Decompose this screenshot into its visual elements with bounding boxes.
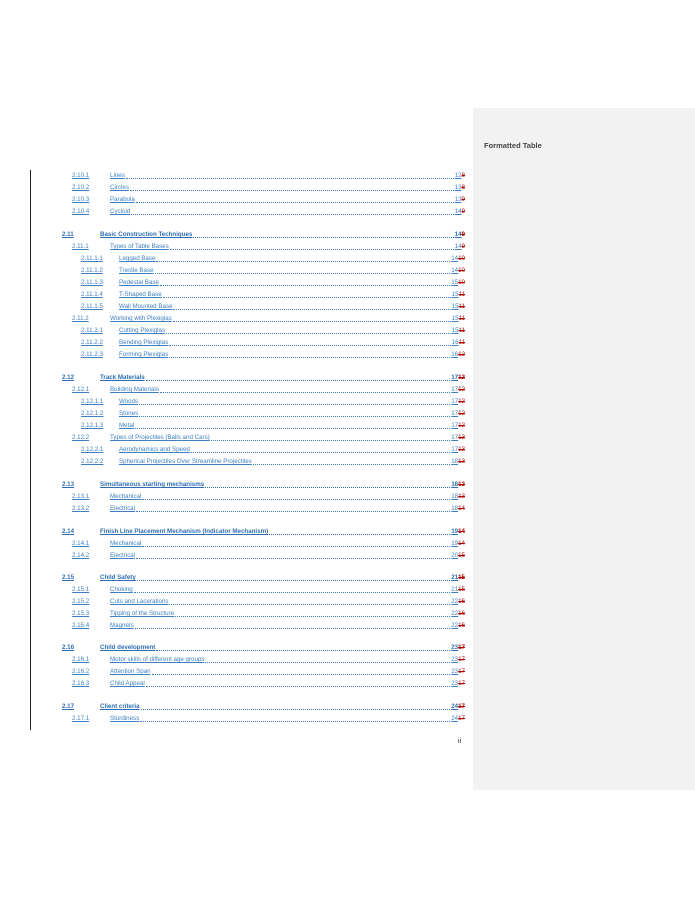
toc-leader-dots — [155, 268, 451, 274]
toc-page-deleted: 12 — [458, 351, 465, 358]
toc-page-inserted: 15 — [451, 291, 459, 298]
toc-entry-title: T-Shaped Base — [119, 291, 162, 298]
toc-entry-title: Tipping of the Structure — [110, 610, 175, 617]
toc-entry-number: 2.11.2 — [72, 315, 89, 322]
toc-entry-page — [451, 434, 465, 442]
toc-page-deleted: 15 — [458, 552, 465, 559]
toc-entry[interactable] — [62, 479, 465, 489]
toc-entry-number: 2.14 — [62, 528, 75, 535]
toc-entry-page — [451, 481, 465, 489]
toc-entry-page — [451, 644, 465, 652]
toc-leader-dots — [135, 623, 450, 629]
toc-entry-page — [451, 255, 465, 263]
toc-entry-title: Sturdiness — [110, 715, 140, 722]
toc-entry[interactable] — [81, 325, 465, 335]
toc-page-inserted: 24 — [451, 715, 459, 722]
toc-page-deleted: 17 — [458, 703, 465, 710]
toc-entry-number: 2.14.1 — [72, 540, 90, 547]
toc-entry-title: Working with Plexiglas — [110, 315, 172, 322]
toc-page-inserted: 13 — [454, 196, 462, 203]
toc-leader-dots — [163, 292, 451, 298]
toc-entry[interactable] — [72, 666, 465, 676]
toc-page-deleted: 16 — [458, 598, 465, 605]
toc-page-inserted: 17 — [451, 386, 459, 393]
toc-entry-page — [451, 446, 465, 454]
toc-page-inserted: 23 — [451, 680, 459, 687]
toc-page-inserted: 15 — [451, 279, 459, 286]
toc-entry[interactable] — [81, 289, 465, 299]
toc-entry-title: Woods — [119, 398, 139, 405]
toc-entry-title: Motor skills of different age groups — [110, 656, 205, 663]
toc-entry-page — [451, 622, 465, 630]
toc-entry-title: Spherical Projectiles Over Streamline Projectiles — [119, 458, 252, 465]
toc-page-deleted: 15 — [458, 586, 465, 593]
toc-page-inserted: 18 — [451, 493, 459, 500]
toc-leader-dots — [175, 611, 450, 617]
toc-entry[interactable] — [72, 620, 465, 630]
toc-leader-dots — [139, 399, 450, 405]
toc-page-inserted: 14 — [454, 231, 462, 238]
toc-entry-number: 2.14.2 — [72, 552, 90, 559]
toc-page-inserted: 17 — [451, 434, 459, 441]
toc-page-inserted: 19 — [451, 540, 459, 547]
toc-page-deleted: 17 — [458, 668, 465, 675]
toc-entry-page — [451, 410, 465, 418]
toc-leader-dots — [134, 587, 451, 593]
toc-entry-title: Attention Span — [110, 668, 151, 675]
comment-header: Formatted Table — [484, 141, 542, 150]
toc-entry[interactable] — [81, 349, 465, 359]
toc-entry-page — [451, 422, 465, 430]
toc-page-inserted: 22 — [451, 622, 459, 629]
toc-entry-number: 2.16.1 — [72, 656, 90, 663]
toc-entry[interactable] — [72, 170, 465, 180]
toc-entry-page — [451, 493, 465, 501]
toc-page-deleted: 12 — [458, 386, 465, 393]
toc-page-inserted: 18 — [451, 505, 459, 512]
toc-page-inserted: 24 — [451, 703, 459, 710]
toc-entry-title: Parabola — [110, 196, 135, 203]
toc-page-inserted: 23 — [451, 656, 459, 663]
toc-entry[interactable] — [72, 241, 465, 251]
toc-entry-page — [451, 703, 465, 711]
toc-entry-title: Metal — [119, 422, 135, 429]
toc-entry[interactable] — [72, 678, 465, 688]
toc-entry[interactable] — [72, 384, 465, 394]
toc-page-deleted: 17 — [458, 715, 465, 722]
toc-page-inserted: 20 — [451, 552, 459, 559]
toc-entry-number: 2.17 — [62, 703, 75, 710]
toc-page-inserted: 17 — [451, 446, 459, 453]
toc-leader-dots — [146, 681, 450, 687]
toc-page-deleted: 15 — [458, 574, 465, 581]
toc-entry[interactable] — [81, 420, 465, 430]
toc-page-inserted: 14 — [451, 255, 459, 262]
toc-leader-dots — [253, 459, 450, 465]
toc-entry-title: Client criteria — [100, 703, 140, 710]
toc-leader-dots — [169, 340, 450, 346]
toc-entry[interactable] — [62, 572, 465, 582]
toc-leader-dots — [160, 387, 450, 393]
toc-page-inserted: 17 — [451, 422, 459, 429]
toc-entry-page — [451, 505, 465, 513]
toc-entry-page — [451, 598, 465, 606]
toc-entry-number: 2.10.3 — [72, 196, 90, 203]
toc-entry-title: Forming Plexiglas — [119, 351, 169, 358]
toc-page-deleted: 10 — [458, 255, 465, 262]
toc-leader-dots — [169, 352, 450, 358]
toc-page-inserted: 22 — [451, 610, 459, 617]
toc-page-deleted: 14 — [458, 528, 465, 535]
toc-entry[interactable] — [72, 654, 465, 664]
toc-entry-number: 2.11.1.5 — [81, 303, 103, 310]
toc-entry-page — [451, 552, 465, 560]
toc-entry[interactable] — [72, 596, 465, 606]
toc-page-inserted: 16 — [451, 351, 459, 358]
toc-page-inserted: 14 — [454, 243, 462, 250]
toc-page-inserted: 17 — [451, 398, 459, 405]
toc-entry-number: 2.16.3 — [72, 680, 90, 687]
toc-page-deleted: 13 — [458, 446, 465, 453]
toc-page-deleted: 17 — [458, 644, 465, 651]
toc-entry-page — [451, 715, 465, 723]
toc-entry-number: 2.13.2 — [72, 505, 90, 512]
toc-entry[interactable] — [62, 642, 465, 652]
toc-entry-number: 2.16 — [62, 644, 75, 651]
toc-entry[interactable] — [81, 265, 465, 275]
toc-entry-number: 2.10.2 — [72, 184, 90, 191]
toc-page-deleted: 11 — [458, 315, 465, 322]
toc-leader-dots — [169, 599, 450, 605]
toc-entry-number: 2.16.2 — [72, 668, 90, 675]
toc-entry-number: 2.15.1 — [72, 586, 90, 593]
toc-page-deleted: 11 — [458, 327, 465, 334]
toc-entry-title: Magnets — [110, 622, 134, 629]
toc-leader-dots — [136, 553, 450, 559]
toc-entry-number: 2.11.2.3 — [81, 351, 103, 358]
toc-entry[interactable] — [72, 491, 465, 501]
toc-entry-page — [455, 208, 465, 216]
toc-entry-title: Stones — [119, 410, 139, 417]
toc-leader-dots — [160, 280, 450, 286]
toc-page-deleted: 13 — [458, 481, 465, 488]
toc-leader-dots — [142, 494, 450, 500]
toc-entry[interactable] — [81, 456, 465, 466]
toc-leader-dots — [141, 704, 451, 710]
toc-entry-number: 2.12 — [62, 374, 75, 381]
toc-entry-title: Circles — [110, 184, 129, 191]
page-number: ii — [458, 738, 462, 745]
toc-entry-title: Simultaneous starting mechanisms — [100, 481, 205, 488]
toc-page-inserted: 17 — [451, 410, 459, 417]
toc-leader-dots — [166, 328, 451, 334]
toc-entry-page — [451, 528, 465, 536]
toc-page-deleted: 17 — [458, 680, 465, 687]
toc-page-inserted: 15 — [451, 327, 459, 334]
toc-entry[interactable] — [81, 408, 465, 418]
toc-entry-title: Finish Line Placement Mechanism (Indicator Mechanism) — [100, 528, 269, 535]
toc-entry[interactable] — [72, 538, 465, 548]
toc-entry[interactable] — [72, 194, 465, 204]
toc-entry-page — [451, 540, 465, 548]
toc-entry-number: 2.15.2 — [72, 598, 90, 605]
toc-entry[interactable] — [72, 182, 465, 192]
toc-entry-title: Pedestal Base — [119, 279, 159, 286]
toc-page-deleted: 12 — [458, 398, 465, 405]
toc-entry[interactable] — [81, 277, 465, 287]
toc-page-inserted: 23 — [451, 644, 459, 651]
toc-entry-page — [455, 243, 465, 251]
toc-entry-title: Cuts and Lacerations — [110, 598, 169, 605]
toc-entry-number: 2.13 — [62, 481, 75, 488]
toc-entry-number: 2.11.1.4 — [81, 291, 103, 298]
toc-page-deleted: 12 — [458, 422, 465, 429]
toc-page-deleted: 14 — [458, 540, 465, 547]
toc-entry-page — [451, 610, 465, 618]
toc-entry-page — [451, 458, 465, 466]
toc-entry-title: Choking — [110, 586, 133, 593]
toc-entry-title: Basic Construction Techniques — [100, 231, 193, 238]
toc-leader-dots — [135, 423, 450, 429]
toc-entry-number: 2.11 — [62, 231, 74, 238]
toc-entry-number: 2.12.1 — [72, 386, 90, 393]
toc-page-deleted: 9 — [461, 243, 465, 250]
toc-entry-page — [451, 586, 465, 594]
toc-page-inserted: 18 — [451, 458, 459, 465]
toc-page-deleted: 12 — [458, 410, 465, 417]
toc-leader-dots — [205, 657, 450, 663]
toc-entry-number: 2.12.1.1 — [81, 398, 104, 405]
toc-entry-title: Types of Table Bases — [110, 243, 169, 250]
toc-entry-number: 2.10.1 — [72, 172, 90, 179]
toc-page-deleted: 9 — [461, 208, 465, 215]
toc-entry-page — [452, 303, 465, 311]
toc-entry-title: Lines — [110, 172, 125, 179]
toc-leader-dots — [193, 232, 453, 238]
toc-page-deleted: 16 — [458, 610, 465, 617]
toc-page-deleted: 11 — [458, 303, 465, 310]
toc-entry-title: Child development — [100, 644, 156, 651]
toc-page-deleted: 12 — [458, 374, 465, 381]
toc-entry[interactable] — [72, 550, 465, 560]
toc-entry-number: 2.13.1 — [72, 493, 90, 500]
toc-page-inserted: 21 — [451, 586, 459, 593]
toc-entry-page — [451, 374, 465, 382]
toc-page-deleted: 9 — [461, 231, 465, 238]
toc-entry-number: 2.15 — [62, 574, 75, 581]
toc-page-deleted: 16 — [458, 622, 465, 629]
toc-leader-dots — [139, 411, 450, 417]
toc-entry-title: Bending Plexiglas — [119, 339, 169, 346]
toc-entry[interactable] — [81, 301, 465, 311]
toc-entry-number: 2.10.4 — [72, 208, 90, 215]
toc-leader-dots — [156, 645, 450, 651]
toc-leader-dots — [269, 529, 450, 535]
toc-leader-dots — [173, 316, 451, 322]
toc-page-inserted: 18 — [451, 481, 459, 488]
toc-entry-page — [451, 351, 465, 359]
toc-page-deleted: 14 — [458, 505, 465, 512]
toc-page-deleted: 8 — [461, 172, 465, 179]
toc-leader-dots — [170, 244, 454, 250]
toc-entry-page — [451, 656, 465, 664]
toc-entry-page — [451, 398, 465, 406]
comment-pane — [473, 108, 695, 790]
toc-page-inserted: 22 — [451, 598, 459, 605]
toc-leader-dots — [126, 173, 454, 179]
toc-entry-number: 2.15.4 — [72, 622, 90, 629]
toc-entry-title: Building Materials — [110, 386, 159, 393]
toc-entry-number: 2.11.1.2 — [81, 267, 103, 274]
toc-entry-title: Track Materials — [100, 374, 145, 381]
toc-leader-dots — [211, 435, 450, 441]
toc-entry-number: 2.11.2.2 — [81, 339, 103, 346]
toc-leader-dots — [205, 482, 450, 488]
toc-entry-number: 2.15.3 — [72, 610, 90, 617]
toc-entry-page — [451, 267, 465, 275]
toc-leader-dots — [142, 541, 450, 547]
toc-entry-page — [451, 279, 465, 287]
toc-entry-number: 2.12.2.1 — [81, 446, 104, 453]
toc-page-inserted: 13 — [454, 184, 462, 191]
toc-entry[interactable] — [81, 396, 465, 406]
toc-entry-title: Cutting Plexiglas — [119, 327, 166, 334]
toc-entry-number: 2.12.2.2 — [81, 458, 104, 465]
toc-entry[interactable] — [72, 503, 465, 513]
toc-page-inserted: 19 — [451, 528, 459, 535]
toc-page-inserted: 14 — [451, 267, 459, 274]
toc-entry-page — [452, 315, 465, 323]
toc-entry[interactable] — [62, 701, 465, 711]
toc-page-deleted: 13 — [458, 493, 465, 500]
toc-page-deleted: 11 — [458, 291, 465, 298]
toc-entry-page — [452, 327, 465, 335]
toc-entry-title: Types of Projectiles (Balls and Cars) — [110, 434, 210, 441]
toc-entry-page — [451, 668, 465, 676]
toc-page-deleted: 17 — [458, 656, 465, 663]
toc-entry[interactable] — [72, 608, 465, 618]
toc-entry-number: 2.12.2 — [72, 434, 90, 441]
toc-entry-page — [451, 680, 465, 688]
toc-leader-dots — [136, 197, 454, 203]
toc-entry[interactable] — [72, 584, 465, 594]
toc-page-deleted: 10 — [458, 279, 465, 286]
toc-page-inserted: 21 — [451, 574, 459, 581]
toc-entry-title: Legged Base — [119, 255, 156, 262]
toc-entry[interactable] — [62, 526, 465, 536]
toc-entry-page — [452, 291, 465, 299]
toc-page-inserted: 23 — [451, 668, 459, 675]
toc-entry[interactable] — [81, 444, 465, 454]
toc-leader-dots — [156, 256, 450, 262]
toc-page-deleted: 13 — [458, 458, 465, 465]
toc-entry-title: Wall Mounted Base — [119, 303, 173, 310]
toc-page-inserted: 16 — [451, 339, 459, 346]
toc-page-inserted: 14 — [454, 208, 462, 215]
toc-page-inserted: 15 — [451, 315, 459, 322]
toc-page-inserted: 15 — [451, 303, 459, 310]
toc-entry-title: Child Appeal — [110, 680, 145, 687]
toc-entry[interactable] — [72, 432, 465, 442]
toc-leader-dots — [146, 375, 451, 381]
toc-leader-dots — [131, 209, 453, 215]
toc-entry-number: 2.11.1.3 — [81, 279, 103, 286]
toc-leader-dots — [191, 447, 450, 453]
toc-leader-dots — [136, 506, 450, 512]
toc-page-deleted: 10 — [458, 267, 465, 274]
toc-entry[interactable] — [72, 313, 465, 323]
toc-entry[interactable] — [81, 337, 465, 347]
toc-entry-number: 2.17.1 — [72, 715, 90, 722]
toc-entry[interactable] — [81, 253, 465, 263]
toc-entry-page — [455, 196, 465, 204]
toc-leader-dots — [173, 304, 450, 310]
toc-entry-title: Trestle Base — [119, 267, 154, 274]
toc-page-inserted: 12 — [454, 172, 462, 179]
toc-page-deleted: 9 — [461, 196, 465, 203]
toc-entry-number: 2.11.1.1 — [81, 255, 103, 262]
toc-entry-number: 2.11.1 — [72, 243, 89, 250]
toc-entry[interactable] — [62, 229, 465, 239]
toc-entry-title: Cycloid — [110, 208, 131, 215]
toc-entry-title: Electrical — [110, 505, 136, 512]
toc-page-deleted: 11 — [458, 339, 465, 346]
toc-entry-title: Mechanical — [110, 540, 142, 547]
toc-page-deleted: 13 — [458, 434, 465, 441]
toc-entry-number: 2.12.1.2 — [81, 410, 104, 417]
toc-entry-number: 2.12.1.3 — [81, 422, 104, 429]
toc-page-deleted: 8 — [461, 184, 465, 191]
toc-entry[interactable] — [72, 206, 465, 216]
toc-entry-title: Electrical — [110, 552, 136, 559]
toc-entry-page — [455, 184, 465, 192]
toc-leader-dots — [137, 575, 450, 581]
toc-entry-page — [455, 231, 465, 239]
toc-leader-dots — [152, 669, 451, 675]
toc-entry-title: Mechanical — [110, 493, 142, 500]
toc-entry-title: Child Safety — [100, 574, 136, 581]
toc-entry[interactable] — [72, 713, 465, 723]
toc-entry-page — [451, 574, 465, 582]
toc-entry-title: Aerodynamics and Speed — [119, 446, 190, 453]
toc-entry-page — [451, 386, 465, 394]
toc-entry[interactable] — [62, 372, 465, 382]
toc-page-inserted: 17 — [451, 374, 459, 381]
toc-entry-number: 2.11.2.1 — [81, 327, 103, 334]
toc-entry-page — [455, 172, 465, 180]
toc-leader-dots — [130, 185, 454, 191]
toc-entry-page — [452, 339, 465, 347]
toc-leader-dots — [140, 716, 450, 722]
